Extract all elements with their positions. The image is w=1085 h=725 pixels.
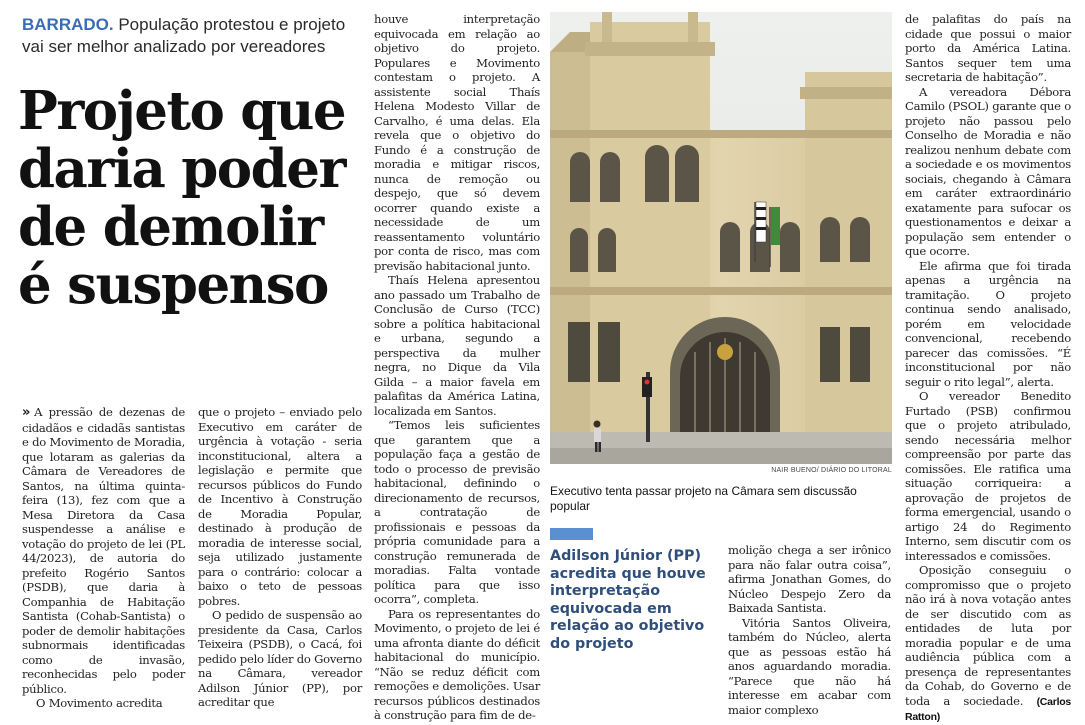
- paragraph-text: Oposição conseguiu o compromisso que o projeto não irá à nova votação antes de ser discutido com as entidades de luta por moradia popular e de uma audiência pública com a presença de representantes da Cohab, do Governo e de toda a sociedade.: [905, 563, 1071, 708]
- paragraph: A vereadora Débora Camilo (PSOL) garante que o projeto não passou pelo Conselho de Moradia e não realizou nenhum debate com a sociedade e os movimentos sociais, chegando à Câmara em caráter extraordinário exatamente para sufocar os questionamentos e deixar a população sem entender o que ocorre.: [905, 84, 1071, 258]
- building-illustration: [550, 12, 892, 464]
- paragraph: molição chega a ser irônico para não falar outra coisa”, afirma Jonathan Gomes, do Núcleo Despejo Zero da Baixada Santista.: [728, 543, 891, 615]
- article-column-5: [728, 543, 891, 717]
- paragraph: [905, 563, 1071, 725]
- pullquote-accent-bar: [550, 528, 593, 540]
- section-tag: BARRADO.: [22, 15, 114, 34]
- lead-marker-icon: »: [22, 405, 31, 420]
- article-column-3: [374, 12, 540, 723]
- paragraph: houve interpretação equivocada em relação ao objetivo do projeto. Populares e Movimento contestam o projeto. A assistente social Thaís Helena Modesto Villar de Carvalho, é uma delas. Ela revela que o objetivo do Fundo é a construção de moradia e mitigar riscos, nunca de remoção ou despejo, que só devem ocorrer quando existe a necessidade de um reassentamento voluntário por conta de risco, mas com previsão habitacional junto.: [374, 12, 540, 273]
- article-column-1: [22, 405, 185, 711]
- paragraph: Thaís Helena apresentou ano passado um Trabalho de Conclusão de Curso (TCC) sobre a política habitacional e urbana, segundo a perspectiva da mulher negra, no Dique da Vila Gilda – a maior favela em palafitas da América Latina, localizada em Santos.: [374, 273, 540, 418]
- paragraph: de palafitas do país na cidade que possui o maior porto da América Latina. Santos sequer tem uma secretaria de habitação”.: [905, 12, 1071, 84]
- paragraph-text: A pressão de dezenas de cidadãos e cidadãs santistas e do Movimento de Moradia, que lotaram as galerias da Câmara de Vereadores de Santos, na última quinta-feira (13), fez com que a Mesa Diretora da Casa suspendesse a análise e votação do projeto de lei (PL 44/2023), de autoria do prefeito Rogério Santos (PSDB), que daria à Companhia de Habitação Santista (Cohab-Santista) o poder de demolir habitações subnormais identificadas como de invasão, reconhecidas pelo poder público.: [22, 405, 185, 696]
- paragraph: “Temos leis suficientes que garantem que a população faça a gestão de todo o processo de previsão habitacional, definindo o direcionamento de recursos, a contratação de profissionais e pessoas da própria comunidade para a construção remunerada de moradias. Falta vontade política para que isso ocorra”, completa.: [374, 418, 540, 606]
- headline: Projeto que daria poder de demolir é suspenso: [18, 80, 346, 316]
- paragraph: que o projeto – enviado pelo Executivo em caráter de urgência à votação - seria inconstitucional, altera a legislação e permite que recursos públicos do Fundo de Incentivo à Construção de Moradia Popular, destinado à produção de moradia de interesse social, seja utilizado justamente para o contrário: colocar a baixo o teto de pessoas pobres.: [198, 405, 362, 608]
- paragraph: O Movimento acredita: [36, 696, 163, 710]
- chamber-building-photo: [550, 12, 892, 464]
- paragraph: O pedido de suspensão ao presidente da Casa, Carlos Teixeira (PSDB), o Cacá, foi pedido pelo líder do Governo na Câmara, vereador Adilson Júnior (PP), por acreditar que: [198, 608, 362, 709]
- paragraph: O vereador Benedito Furtado (PSB) confirmou que o projeto atribulado, sendo necessária melhor compreensão por parte das comissões. Ele ratifica uma situação corriqueira: a aprovação de projetos de forma emergencial, usando o artigo 24 do Regimento Interno, sem discutir com os interessados e comissões.: [905, 389, 1071, 563]
- paragraph: Ele afirma que foi tirada apenas a urgência na tramitação. O projeto continua sendo analisado, porém em velocidade convencional, recebendo parecer das comissões. “É inconstitucional por não seguir o rito legal”, alerta.: [905, 258, 1071, 389]
- article-column-4: [905, 12, 1071, 725]
- photo-caption: Executivo tenta passar projeto na Câmara sem discussão popular: [550, 484, 857, 513]
- kicker: [22, 14, 362, 58]
- photo-credit: NAIR BUENO/ DIÁRIO DO LITORAL: [771, 467, 892, 474]
- article-column-2: [198, 405, 362, 710]
- pullquote: Adilson Júnior (PP) acredita que houve interpretação equivocada em relação ao objetivo do projeto: [550, 548, 706, 652]
- paragraph: [22, 405, 185, 696]
- author-signature: (Carlos Ratton): [905, 695, 1071, 723]
- paragraph: Para os representantes do Movimento, o projeto de lei é uma afronta diante do déficit habitacional do município. “Não se reduz déficit com remoções e demolições. Usar recursos públicos destinados à construção para fim de de-: [374, 606, 540, 722]
- paragraph: Vitória Santos Oliveira, também do Núcleo, alerta que as pessoas estão há anos aguardando moradia. “Parece que não há interesse em acabar com maior complexo: [728, 615, 891, 717]
- kicker-text: População protestou e projeto vai ser melhor analizado por vereadores: [22, 15, 346, 56]
